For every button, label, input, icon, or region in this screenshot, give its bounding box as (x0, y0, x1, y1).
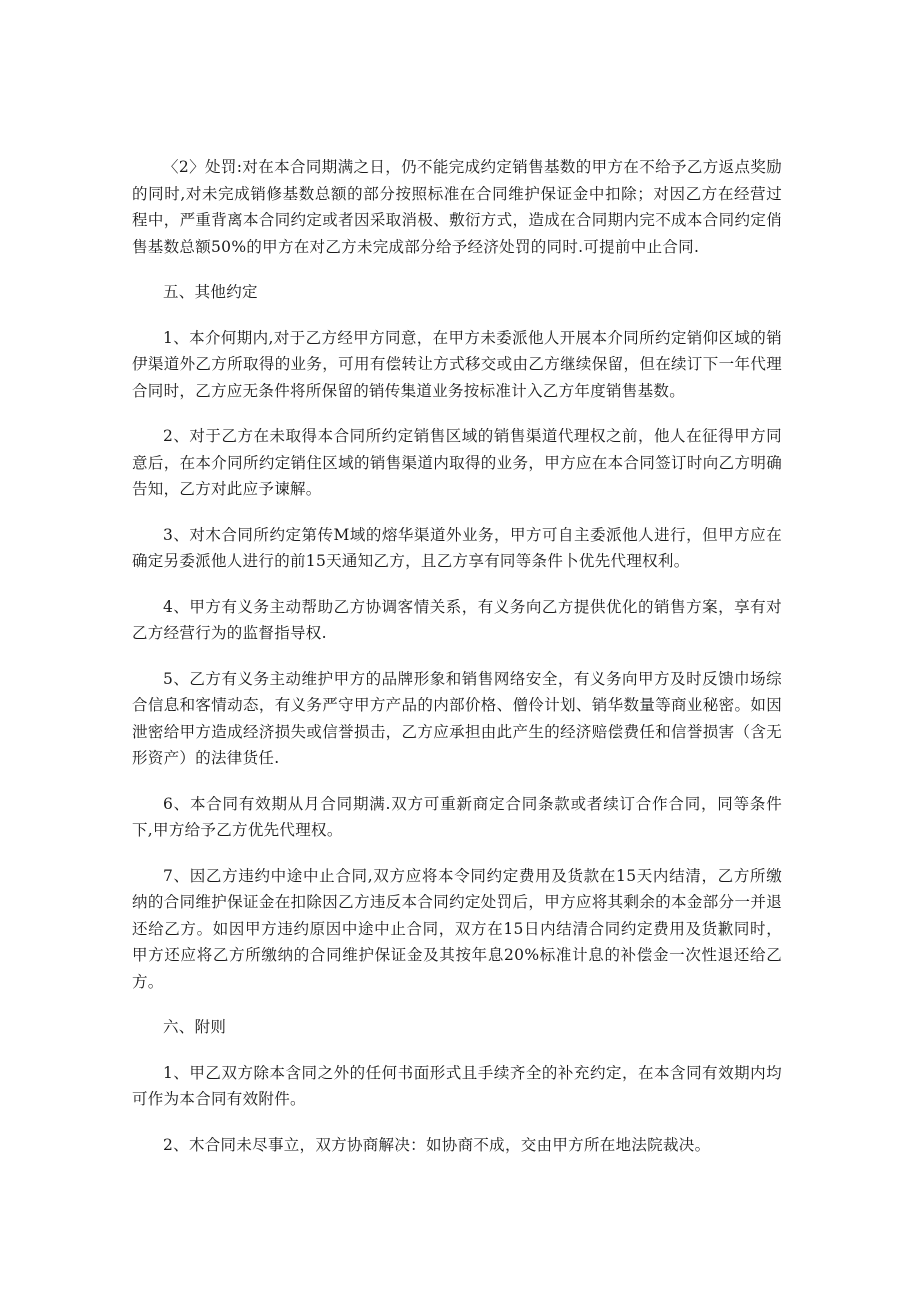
section-heading-supplementary-provisions: 六、附则 (163, 1018, 227, 1036)
other-agreement-item-5: 5、乙方有义务主动维护甲方的品牌形象和销售网络安全，有义务向甲方及时反馈巾场综合信息和客情动态，有义务严守甲方产品的内部价格、僧伶计划、销华数量等商业秘密。如因泄密给甲方造成经济损失或信誉损击，乙方应承担由此产生的经济赔偿费任和信誉损害（含无形资产）的法律货任. (132, 669, 782, 767)
penalty-clause-paragraph: 〈2〉处罚:对在本合同期满之日，仍不能完成约定销售基数的甲方在不给予乙方返点奖励的同时,对未完成销修基数总额的部分按照标准在合同维护保证金中扣除；对因乙方在经营过程中，严重背离本合同约定或者因采取消极、敷衍方式，造成在合同期内完不成本合同约定俏售基数总额50%的甲方在对乙方未完成部分给予经济处罚的同时.可提前中止合同. (132, 158, 782, 256)
other-agreement-item-2: 2、对于乙方在未取得本合同所约定销售区域的销售渠道代理权之前，他人在征得甲方同意后，在本介同所约定销住区域的销售渠道内取得的业务，甲方应在本合同签订时向乙方明确告知，乙方对此应予谏解。 (132, 427, 782, 498)
other-agreement-item-7: 7、因乙方违约中途中止合同,双方应将本令同约定费用及货款在15天内结清，乙方所缴纳的合同维护保证金在扣除因乙方违反本合同约定处罚后，甲方应将其剩余的本金部分一并退还给乙方。如因甲方违约原因中途中止合同，双方在15日内结清合同约定费用及货歉同时，甲方还应将乙方所缴纳的合同维护保证金及其按年息20%标准计息的补偿金一次性退还给乙方。 (132, 866, 782, 991)
supplementary-item-2: 2、木合同未尽事立，双方协商解决：如协商不成，交由甲方所在地法院裁决。 (163, 1135, 711, 1154)
other-agreement-item-3: 3、对木合同所约定第传M域的熔华渠道外业务，甲方可自主委派他人进行，但甲方应在确定另委派他人进行的前15天通知乙方，且乙方享有同等条件卜优先代理权利。 (132, 525, 782, 570)
other-agreement-item-1: 1、本介何期内,对于乙方经甲方同意，在甲方未委派他人开展本介同所约定销仰区域的销伊渠道外乙方所取得的业务，可用有偿转让方式移交或由乙方继续保留，但在续订下一年代理合同时，乙方应无条件将所保留的销传集道业务按标准计入乙方年度销售基数。 (132, 328, 782, 400)
section-heading-other-agreements: 五、其他约定 (163, 283, 258, 301)
other-agreement-item-4: 4、甲方有义务主动帮助乙方协调客情关系，有义务向乙方提供优化的销售方案，享有对乙方经营行为的监督指导权. (132, 597, 782, 642)
other-agreement-item-6: 6、本合同有效期从月合同期满.双方可重新商定合同条款或者续订合作合同，同等条件下,甲方给予乙方优先代理权。 (132, 794, 782, 839)
supplementary-item-1: 1、甲乙双方除本含同之外的任何书面形式且手续齐全的补充约定，在本含同有效期内均可作为本合同有效附件。 (132, 1063, 782, 1108)
document-page (132, 154, 782, 1177)
